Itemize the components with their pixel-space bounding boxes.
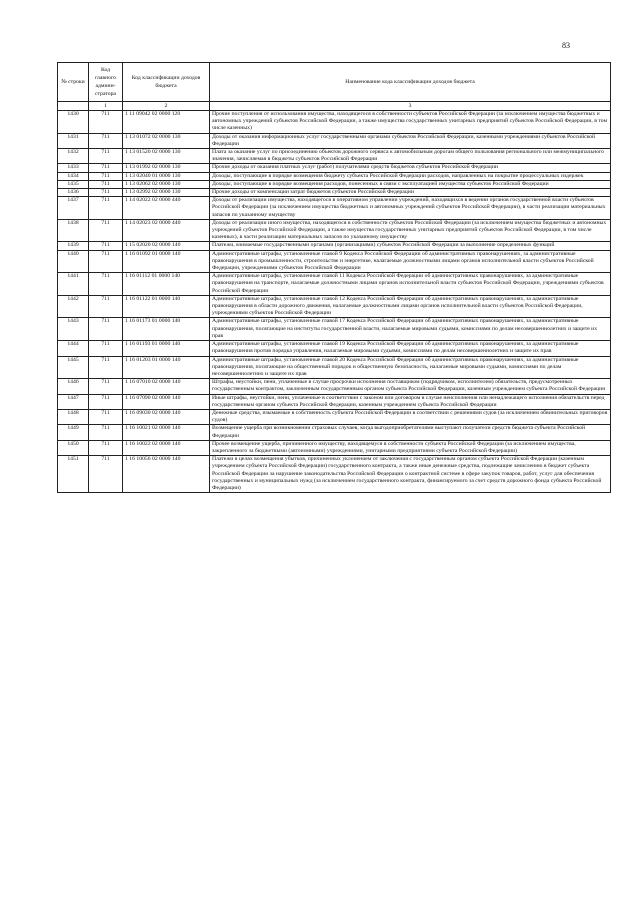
- code-name: Административные штрафы, установленные главой 12 Кодекса Российской Федерации об административных правонарушениях, за административные правонарушения в области дорожного движения, налагаемые должностными лицами органов исполнительной власти субъектов Российской Федерации, учреждениями субъектов Российской Федерации: [210, 295, 611, 318]
- table-row: [58, 295, 611, 318]
- row-number: 1433: [58, 164, 89, 172]
- admin-code: 711: [89, 250, 123, 273]
- header-code-name: Наименование кода классификации доходов бюджета: [210, 63, 611, 102]
- row-number: 1442: [58, 295, 89, 318]
- classification-code: 1 16 09030 02 0000 140: [123, 409, 210, 424]
- classification-code: 1 16 10022 02 0000 140: [123, 440, 210, 455]
- table-row: [58, 133, 611, 148]
- row-number: 1437: [58, 197, 89, 220]
- classification-code: 1 16 10021 02 0000 140: [123, 425, 210, 440]
- budget-income-classification-table: [57, 62, 611, 493]
- row-number: 1431: [58, 133, 89, 148]
- admin-code: 711: [89, 425, 123, 440]
- admin-code: 711: [89, 394, 123, 409]
- column-number-1: 1: [89, 102, 123, 111]
- table-row: [58, 197, 611, 220]
- row-number: 1447: [58, 394, 89, 409]
- classification-code: 1 13 02040 01 0000 130: [123, 172, 210, 180]
- row-number: 1449: [58, 425, 89, 440]
- admin-code: 711: [89, 133, 123, 148]
- classification-code: 1 13 01992 02 0000 130: [123, 164, 210, 172]
- row-number: 1440: [58, 250, 89, 273]
- classification-code: 1 13 01520 02 0000 130: [123, 149, 210, 164]
- admin-code: 711: [89, 440, 123, 455]
- classification-code: 1 13 02062 02 0000 130: [123, 180, 210, 188]
- table-row: [58, 149, 611, 164]
- classification-code: 1 16 01173 01 0000 140: [123, 318, 210, 341]
- classification-code: 1 13 01072 02 0000 130: [123, 133, 210, 148]
- code-name: Административные штрафы, установленные главой 19 Кодекса Российской Федерации об административных правонарушениях, за административные правонарушения против порядка управления, налагаемые мировыми судьями, комиссиями по делам несовершеннолетних и защите их прав: [210, 341, 611, 356]
- table-row: [58, 219, 611, 242]
- classification-code: 1 14 02023 02 0000 440: [123, 219, 210, 242]
- table-row: [58, 456, 611, 493]
- row-number: 1445: [58, 356, 89, 379]
- header-classification-code: Код классификации доходов бюджета: [123, 63, 210, 102]
- row-number: 1434: [58, 172, 89, 180]
- admin-code: 711: [89, 318, 123, 341]
- code-name: Доходы, поступающие в порядке возмещения бюджету субъекта Российской Федерации расходов, направленных на покрытие процессуальных издержек: [210, 172, 611, 180]
- row-number: 1441: [58, 273, 89, 296]
- table-row: [58, 164, 611, 172]
- classification-code: 1 13 02992 02 0000 130: [123, 189, 210, 197]
- classification-code: 1 16 01112 01 0000 140: [123, 273, 210, 296]
- code-name: Штрафы, неустойки, пени, уплаченные в случае просрочки исполнения поставщиком (подрядчиком, исполнителем) обязательств, предусмотренных государственным контрактом, заключенным государственным органом субъекта Российской Федерации, казенным учреждением субъекта Российской Федерации: [210, 379, 611, 394]
- admin-code: 711: [89, 189, 123, 197]
- code-name: Административные штрафы, установленные главой 17 Кодекса Российской Федерации об административных правонарушениях, за административные правонарушения, посягающие на институты государственной власти, налагаемые мировыми судьями, комиссиями по делам несовершеннолетних и защите их прав: [210, 318, 611, 341]
- code-name: Платежи, взимаемые государственными органами (организациями) субъектов Российской Федерации за выполнение определенных функций: [210, 242, 611, 250]
- admin-code: 711: [89, 379, 123, 394]
- code-name: Прочие поступления от использования имущества, находящегося в собственности субъектов Российской Федерации (за исключением имущества бюджетных и автономных учреждений субъектов Российской Федерации, а также имущества государственных унитарных предприятий субъектов Российской Федерации, в том числе казенных): [210, 111, 611, 134]
- table-row: [58, 242, 611, 250]
- row-number: 1443: [58, 318, 89, 341]
- classification-code: 1 16 07010 02 0000 140: [123, 379, 210, 394]
- classification-code: 1 11 09042 02 0000 120: [123, 111, 210, 134]
- code-name: Прочие доходы от компенсации затрат бюджетов субъектов Российской Федерации: [210, 189, 611, 197]
- admin-code: 711: [89, 273, 123, 296]
- admin-code: 711: [89, 172, 123, 180]
- admin-code: 711: [89, 242, 123, 250]
- table-row: [58, 111, 611, 134]
- row-number: 1446: [58, 379, 89, 394]
- admin-code: 711: [89, 295, 123, 318]
- classification-code: 1 14 02022 02 0000 440: [123, 197, 210, 220]
- code-name: Доходы от реализации иного имущества, находящегося в собственности субъектов Российской Федерации (за исключением имущества бюджетных и автономных учреждений субъектов Российской Федерации, а также имущества государственных унитарных предприятий субъектов Российской Федерации, в том числе казенных), в части реализации материальных запасов по указанному имуществу: [210, 219, 611, 242]
- page-number: 83: [562, 41, 570, 50]
- table-row: [58, 180, 611, 188]
- row-number: 1438: [58, 219, 89, 242]
- row-number: 1430: [58, 111, 89, 134]
- column-number-empty: [58, 102, 89, 111]
- code-name: Денежные средства, изымаемые в собственность субъекта Российской Федерации в соответствии с решениями судов (за исключением обвинительных приговоров судов): [210, 409, 611, 424]
- admin-code: 711: [89, 341, 123, 356]
- admin-code: 711: [89, 111, 123, 134]
- table-row: [58, 250, 611, 273]
- header-row-number: № строки: [58, 63, 89, 102]
- table-row: [58, 356, 611, 379]
- table-row: [58, 440, 611, 455]
- row-number: 1439: [58, 242, 89, 250]
- code-name: Плата за оказание услуг по присоединению объектов дорожного сервиса к автомобильным дорогам общего пользования регионального или межмуниципального значения, зачисляемая в бюджеты субъектов Российской Федерации: [210, 149, 611, 164]
- table-row: [58, 341, 611, 356]
- code-name: Административные штрафы, установленные главой 20 Кодекса Российской Федерации об административных правонарушениях, за административные правонарушения, посягающие на общественный порядок и общественную безопасность, налагаемые мировыми судьями, комиссиями по делам несовершеннолетних и защите их прав: [210, 356, 611, 379]
- table-row: [58, 273, 611, 296]
- code-name: Возмещение ущерба при возникновении страховых случаев, когда выгодоприобретателями выступают получатели средств бюджета субъекта Российской Федерации: [210, 425, 611, 440]
- classification-code: 1 16 01203 01 0000 140: [123, 356, 210, 379]
- code-name: Прочее возмещение ущерба, причиненного имуществу, находящемуся в собственности субъекта Российской Федерации (за исключением имущества, закрепленного за бюджетными (автономными) учреждениями, унитарными предприятиями субъекта Российской Федерации): [210, 440, 611, 455]
- row-number: 1448: [58, 409, 89, 424]
- admin-code: 711: [89, 180, 123, 188]
- classification-code: 1 16 01092 01 0000 140: [123, 250, 210, 273]
- code-name: Административные штрафы, установленные главой 9 Кодекса Российской Федерации об административных правонарушениях, за административные правонарушения в промышленности, строительстве и энергетике, налагаемые должностными лицами органов исполнительной власти субъектов Российской Федерации, учреждениями субъектов Российской Федерации: [210, 250, 611, 273]
- code-name: Иные штрафы, неустойки, пени, уплаченные в соответствии с законом или договором в случае неисполнения или ненадлежащего исполнения обязательств перед государственным органом субъекта Российской Федерации, казенным учреждением субъекта Российской Федерации: [210, 394, 611, 409]
- admin-code: 711: [89, 456, 123, 493]
- column-number-3: 3: [210, 102, 611, 111]
- code-name: Доходы от оказания информационных услуг государственными органами субъектов Российской Федерации, казенными учреждениями субъектов Российской Федерации: [210, 133, 611, 148]
- code-name: Доходы, поступающие в порядке возмещения расходов, понесенных в связи с эксплуатацией имущества субъектов Российской Федерации: [210, 180, 611, 188]
- table-row: [58, 425, 611, 440]
- row-number: 1435: [58, 180, 89, 188]
- classification-code: 1 16 07090 02 0000 140: [123, 394, 210, 409]
- code-name: Доходы от реализации имущества, находящегося в оперативном управлении учреждений, находящихся в ведении органов государственной власти субъектов Российской Федерации (за исключением имущества бюджетных и автономных учреждений субъектов Российской Федерации), в части реализации материальных запасов по указанному имуществу: [210, 197, 611, 220]
- admin-code: 711: [89, 219, 123, 242]
- admin-code: 711: [89, 197, 123, 220]
- code-name: Прочие доходы от оказания платных услуг (работ) получателями средств бюджетов субъектов Российской Федерации: [210, 164, 611, 172]
- table-row: [58, 409, 611, 424]
- table-row: [58, 379, 611, 394]
- table-row: [58, 318, 611, 341]
- row-number: 1450: [58, 440, 89, 455]
- row-number: 1432: [58, 149, 89, 164]
- table-row: [58, 172, 611, 180]
- admin-code: 711: [89, 164, 123, 172]
- column-number-2: 2: [123, 102, 210, 111]
- code-name: Административные штрафы, установленные главой 11 Кодекса Российской Федерации об административных правонарушениях, за административные правонарушения на транспорте, налагаемые должностными лицами органов исполнительной власти субъектов Российской Федерации, учреждениями субъектов Российской Федерации: [210, 273, 611, 296]
- row-number: 1444: [58, 341, 89, 356]
- admin-code: 711: [89, 356, 123, 379]
- classification-code: 1 16 10056 02 0000 140: [123, 456, 210, 493]
- row-number: 1451: [58, 456, 89, 493]
- table-row: [58, 394, 611, 409]
- header-admin-code: Код главного админи-стратора: [89, 63, 123, 102]
- code-name: Платежи в целях возмещения убытков, причиненных уклонением от заключения с государственным органом субъекта Российской Федерации (казенным учреждением субъекта Российской Федерации) государственного контракта, а также иные денежные средства, подлежащие зачислению в бюджет субъекта Российской Федерации за нарушение законодательства Российской Федерации о контрактной системе в сфере закупок товаров, работ, услуг для обеспечения государственных и муниципальных нужд (за исключением государственного контракта, финансируемого за счет средств дорожного фонда субъекта Российской Федерации): [210, 456, 611, 493]
- classification-code: 1 16 01122 01 0000 140: [123, 295, 210, 318]
- row-number: 1436: [58, 189, 89, 197]
- table-body: [58, 111, 611, 493]
- admin-code: 711: [89, 409, 123, 424]
- classification-code: 1 15 02020 02 0000 140: [123, 242, 210, 250]
- admin-code: 711: [89, 149, 123, 164]
- classification-code: 1 16 01193 01 0000 140: [123, 341, 210, 356]
- table-row: [58, 189, 611, 197]
